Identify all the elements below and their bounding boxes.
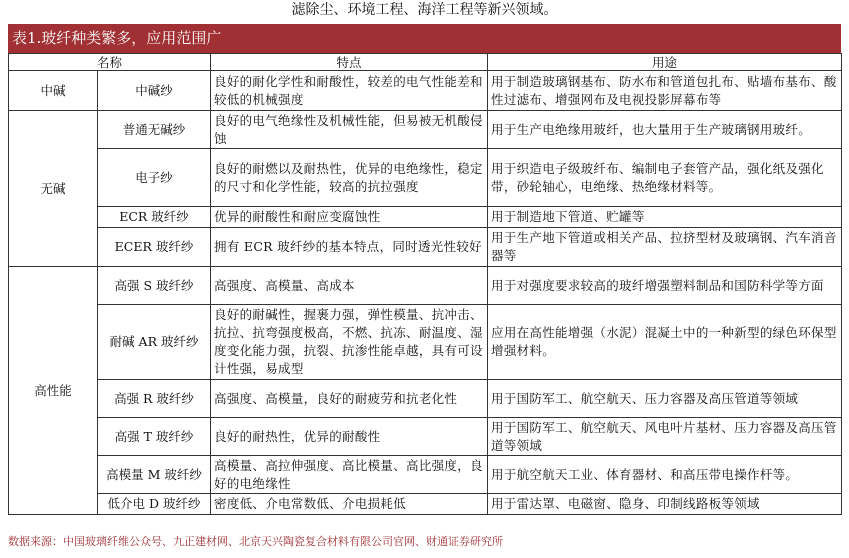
features-cell: 高强度、高模量、高成本 <box>211 267 488 305</box>
table-row <box>9 380 842 418</box>
header-uses: 用途 <box>488 54 842 71</box>
header-name: 名称 <box>9 54 211 71</box>
uses-cell: 应用在高性能增强（水泥）混凝土中的一种新型的绿色环保型增强材料。 <box>488 305 842 380</box>
table-row <box>9 267 842 305</box>
uses-cell: 用于对强度要求较高的玻纤增强塑料制品和国防科学等方面 <box>488 267 842 305</box>
table-row <box>9 207 842 228</box>
table-row <box>9 456 842 494</box>
features-cell: 拥有 ECR 玻纤纱的基本特点，同时透光性较好 <box>211 228 488 267</box>
uses-cell: 用于航空航天工业、体育器材、和高压带电操作杆等。 <box>488 456 842 494</box>
category-cell: 无碱 <box>9 111 98 267</box>
features-cell: 良好的耐燃以及耐热性，优异的电绝缘性，稳定的尺寸和化学性能，较高的抗拉强度 <box>211 149 488 207</box>
uses-cell: 用于织造电子级玻纤布、编制电子套管产品，强化纸及强化带，砂轮轴心，电绝缘、热绝缘材料等。 <box>488 149 842 207</box>
table-row <box>9 149 842 207</box>
uses-cell: 用于国防军工、航空航天、风电叶片基材、压力容器及高压管道等领域 <box>488 418 842 456</box>
name-cell: 高强 S 玻纤纱 <box>98 267 211 305</box>
uses-cell: 用于国防军工、航空航天、压力容器及高压管道等领域 <box>488 380 842 418</box>
uses-cell: 用于生产地下管道或相关产品、拉挤型材及玻璃钢、汽车消音器等 <box>488 228 842 267</box>
name-cell: 低介电 D 玻纤纱 <box>98 494 211 515</box>
table-row <box>9 494 842 515</box>
name-cell: 高模量 M 玻纤纱 <box>98 456 211 494</box>
header-row <box>9 54 842 71</box>
table-row <box>9 418 842 456</box>
name-cell: 普通无碱纱 <box>98 111 211 149</box>
table-row <box>9 111 842 149</box>
features-cell: 良好的电气绝缘性及机械性能，但易被无机酸侵蚀 <box>211 111 488 149</box>
table-caption: 表1.玻纤种类繁多，应用范围广 <box>8 24 841 53</box>
features-cell: 良好的耐化学性和耐酸性，较差的电气性能差和较低的机械强度 <box>211 71 488 111</box>
source-note: 数据来源：中国玻璃纤维公众号、九正建材网、北京天兴陶瓷复合材料有限公司官网、财通证券研究所 <box>8 535 503 548</box>
name-cell: 高强 R 玻纤纱 <box>98 380 211 418</box>
intro-line: 滤除尘、环境工程、海洋工程等新兴领域。 <box>291 2 558 18</box>
features-cell: 高模量、高拉伸强度、高比模量、高比强度，良好的电绝缘性 <box>211 456 488 494</box>
name-cell: ECER 玻纤纱 <box>98 228 211 267</box>
table-row <box>9 305 842 380</box>
uses-cell: 用于制造地下管道、贮罐等 <box>488 207 842 228</box>
name-cell: 电子纱 <box>98 149 211 207</box>
uses-cell: 用于生产电绝缘用玻纤，也大量用于生产玻璃钢用玻纤。 <box>488 111 842 149</box>
features-cell: 高强度、高模量，良好的耐疲劳和抗老化性 <box>211 380 488 418</box>
category-cell: 高性能 <box>9 267 98 515</box>
glass-fiber-table <box>8 53 842 515</box>
uses-cell: 用于制造玻璃钢基布、防水布和管道包扎布、贴墙布基布、酸性过滤布、增强网布及电视投影屏幕布等 <box>488 71 842 111</box>
name-cell: ECR 玻纤纱 <box>98 207 211 228</box>
features-cell: 优异的耐酸性和耐应变腐蚀性 <box>211 207 488 228</box>
name-cell: 高强 T 玻纤纱 <box>98 418 211 456</box>
category-cell: 中碱 <box>9 71 98 111</box>
name-cell: 耐碱 AR 玻纤纱 <box>98 305 211 380</box>
features-cell: 良好的耐热性，优异的耐酸性 <box>211 418 488 456</box>
header-features: 特点 <box>211 54 488 71</box>
features-cell: 密度低、介电常数低、介电损耗低 <box>211 494 488 515</box>
name-cell: 中碱纱 <box>98 71 211 111</box>
table-row <box>9 228 842 267</box>
uses-cell: 用于雷达罩、电磁窗、隐身、印制线路板等领域 <box>488 494 842 515</box>
table-row <box>9 71 842 111</box>
features-cell: 良好的耐碱性，握裹力强，弹性模量、抗冲击、抗拉、抗弯强度极高，不燃、抗冻、耐温度、湿度变化能力强，抗裂、抗渗性能卓越，具有可设计性强，易成型 <box>211 305 488 380</box>
